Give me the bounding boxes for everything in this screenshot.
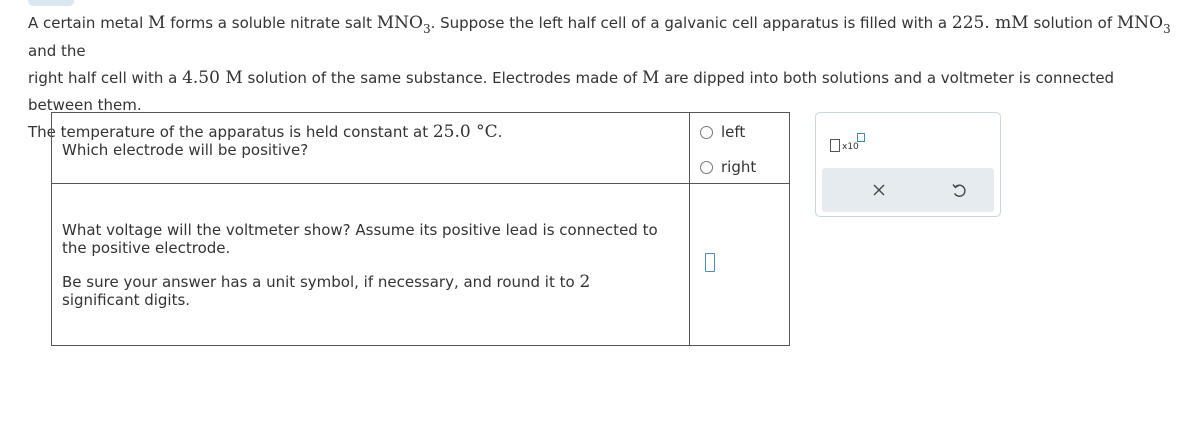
problem-statement: A certain metal M forms a soluble nitrate salt $MNO_3$. Suppose the left half cell of a galvanic cell apparatus is filled with a 225. mM solution of $MNO_3$ and the right half cell with a 4.50 M solution of the same substance. Electrodes made of M are dipped into both solutions and a voltmeter is connected between them. The temperature of the apparatus is held constant at 25.0 °C. [28,13,1171,142]
radio-option-left[interactable] [700,123,745,141]
question-voltage [62,221,672,309]
coefficient-box-icon [830,139,840,152]
radio-option-right[interactable] [700,158,756,176]
question-table [51,112,790,346]
x10-label: x10 [842,142,859,152]
math-tool-panel [815,112,1001,217]
answer-instructions: Be sure your answer has a unit symbol, if necessary, and round it to 2 significant digits. [62,272,591,309]
column-divider [689,113,690,345]
radio-label: left [721,123,746,141]
question-voltage-text: What voltage will the voltmeter show? Assume its positive lead is connected to the positive electrode. [62,221,658,257]
radio-button[interactable] [700,161,713,174]
voltage-answer-input[interactable] [705,253,715,272]
x-icon[interactable] [870,181,888,199]
radio-button[interactable] [700,126,713,139]
radio-label: right [721,158,757,176]
undo-icon[interactable] [950,181,968,199]
row-divider [52,183,789,184]
tool-bar [822,168,994,212]
question-positive-electrode: Which electrode will be positive? [62,141,309,159]
corner-tab [28,0,74,6]
scientific-notation-button[interactable] [830,131,868,153]
exponent-box-icon [857,133,865,142]
